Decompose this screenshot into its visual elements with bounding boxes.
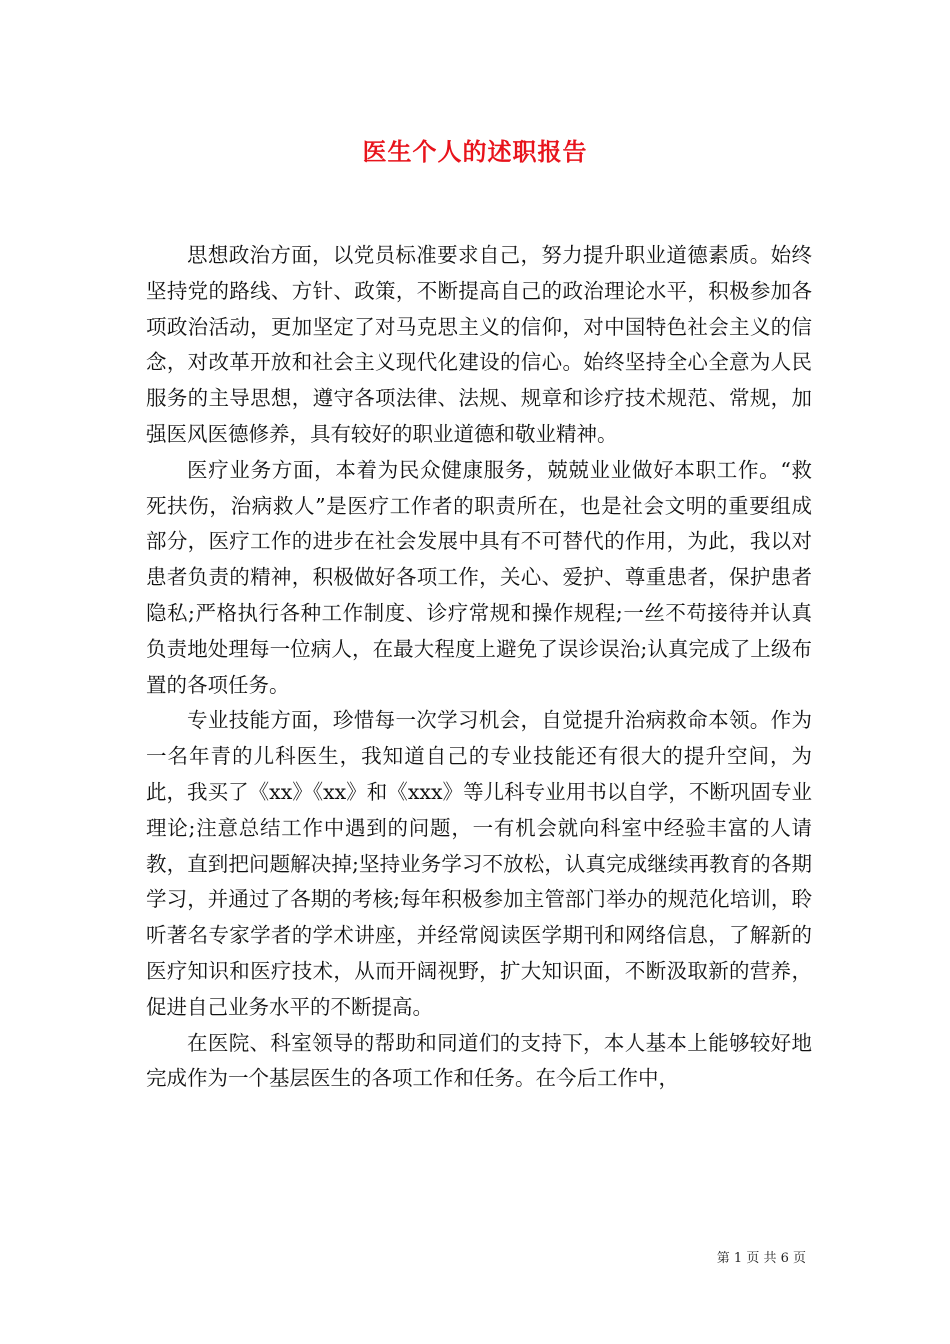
paragraph-medical-work: 医疗业务方面，本着为民众健康服务，兢兢业业做好本职工作。“救死扶伤，治病救人”是医疗工作者的职责所在，也是社会文明的重要组成部分，医疗工作的进步在社会发展中具有不可替代的作用，为此，我以对患者负责的精神，积极做好各项工作，关心、爱护、尊重患者，保护患者隐私;严格执行各种工作制度、诊疗常规和操作规程;一丝不苟接待并认真负责地处理每一位病人，在最大程度上避免了误诊误治;认真完成了上级布置的各项任务。 <box>146 457 812 697</box>
document-body <box>146 238 812 1097</box>
page-number: 第 1 页 共 6 页 <box>716 1251 806 1266</box>
paragraph-summary: 在医院、科室领导的帮助和同道们的支持下，本人基本上能够较好地完成作为一个基层医生的各项工作和任务。在今后工作中， <box>146 1030 812 1091</box>
document-title: 医生个人的述职报告 <box>362 137 588 166</box>
paragraph-political: 思想政治方面，以党员标准要求自己，努力提升职业道德素质。始终坚持党的路线、方针、政策，不断提高自己的政治理论水平，积极参加各项政治活动，更加坚定了对马克思主义的信仰，对中国特色社会主义的信念，对改革开放和社会主义现代化建设的信心。始终坚持全心全意为人民服务的主导思想，遵守各项法律、法规、规章和诊疗技术规范、常规，加强医风医德修养，具有较好的职业道德和敬业精神。 <box>146 243 812 446</box>
paragraph-professional-skills: 专业技能方面，珍惜每一次学习机会，自觉提升治病救命本领。作为一名年青的儿科医生，我知道自己的专业技能还有很大的提升空间，为此，我买了《xx》《xx》和《xxx》等儿科专业用书以自学，不断巩固专业理论;注意总结工作中遇到的问题，一有机会就向科室中经验丰富的人请教，直到把问题解决掉;坚持业务学习不放松，认真完成继续再教育的各期学习，并通过了各期的考核;每年积极参加主管部门举办的规范化培训，聆听著名专家学者的学术讲座，并经常阅读医学期刊和网络信息，了解新的医疗知识和医疗技术，从而开阔视野，扩大知识面，不断汲取新的营养，促进自己业务水平的不断提高。 <box>146 708 812 1019</box>
